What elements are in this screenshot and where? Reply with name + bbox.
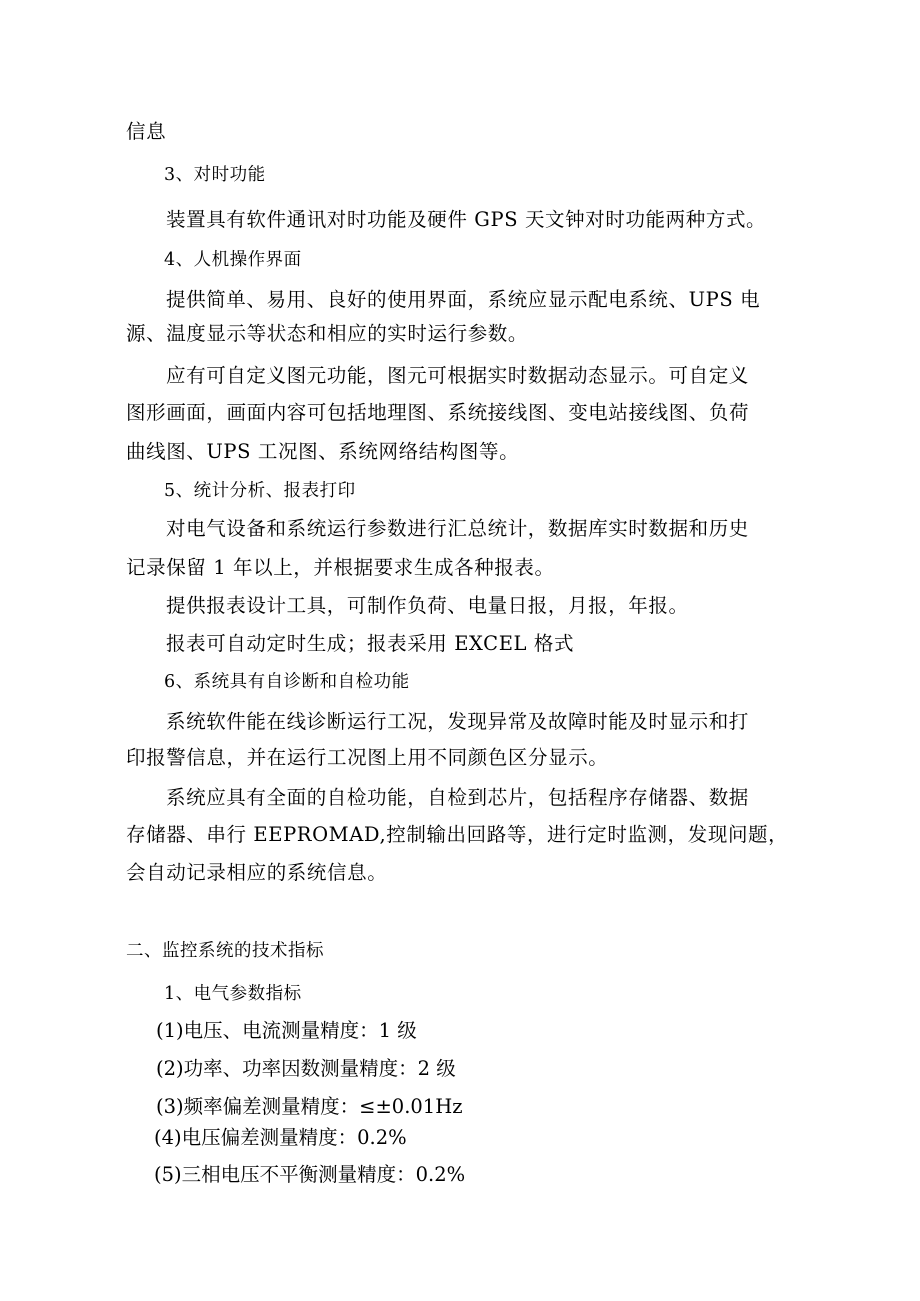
- paragraph-line: 记录保留 1 年以上，并根据要求生成各种报表。: [126, 556, 555, 579]
- chapter-heading: 二、监控系统的技术指标: [126, 941, 324, 961]
- paragraph-line: 信息: [126, 120, 167, 143]
- section-heading: 5、统计分析、报表打印: [164, 481, 356, 501]
- paragraph-line: 图形画面，画面内容可包括地理图、系统接线图、变电站接线图、负荷: [126, 401, 750, 424]
- paragraph-line: 报表可自动定时生成；报表采用 EXCEL 格式: [166, 632, 575, 655]
- list-item: (5)三相电压不平衡测量精度：0.2%: [154, 1163, 466, 1186]
- list-item: (1)电压、电流测量精度：1 级: [156, 1019, 417, 1042]
- list-item: (4)电压偏差测量精度：0.2%: [154, 1126, 407, 1149]
- paragraph-line: 系统应具有全面的自检功能，自检到芯片，包括程序存储器、数据: [166, 786, 749, 809]
- paragraph-line: 会自动记录相应的系统信息。: [126, 861, 388, 884]
- section-heading: 6、系统具有自诊断和自检功能: [164, 672, 410, 692]
- paragraph-line: 印报警信息，并在运行工况图上用不同颜色区分显示。: [126, 746, 609, 769]
- paragraph-line: 提供报表设计工具，可制作负荷、电量日报，月报，年报。: [166, 594, 689, 617]
- paragraph-line: 系统软件能在线诊断运行工况，发现异常及故障时能及时显示和打: [166, 710, 749, 733]
- list-item: (3)频率偏差测量精度：≤±0.01Hz: [156, 1095, 463, 1118]
- section-heading: 3、对时功能: [164, 165, 266, 185]
- section-heading: 1、电气参数指标: [164, 984, 302, 1004]
- section-heading: 4、人机操作界面: [164, 250, 302, 270]
- paragraph-line: 对电气设备和系统运行参数进行汇总统计，数据库实时数据和历史: [166, 517, 749, 540]
- paragraph-line: 提供简单、易用、良好的使用界面，系统应显示配电系统、UPS 电: [166, 288, 761, 311]
- paragraph-line: 装置具有软件通讯对时功能及硬件 GPS 天文钟对时功能两种方式。: [166, 208, 767, 231]
- paragraph-line: 曲线图、UPS 工况图、系统网络结构图等。: [126, 440, 520, 463]
- list-item: (2)功率、功率因数测量精度：2 级: [156, 1057, 456, 1080]
- paragraph-line: 应有可自定义图元功能，图元可根据实时数据动态显示。可自定义: [166, 364, 749, 387]
- paragraph-line: 存储器、串行 EEPROMAD,控制输出回路等，进行定时监测，发现问题，: [126, 823, 789, 846]
- paragraph-line: 源、温度显示等状态和相应的实时运行参数。: [126, 322, 529, 345]
